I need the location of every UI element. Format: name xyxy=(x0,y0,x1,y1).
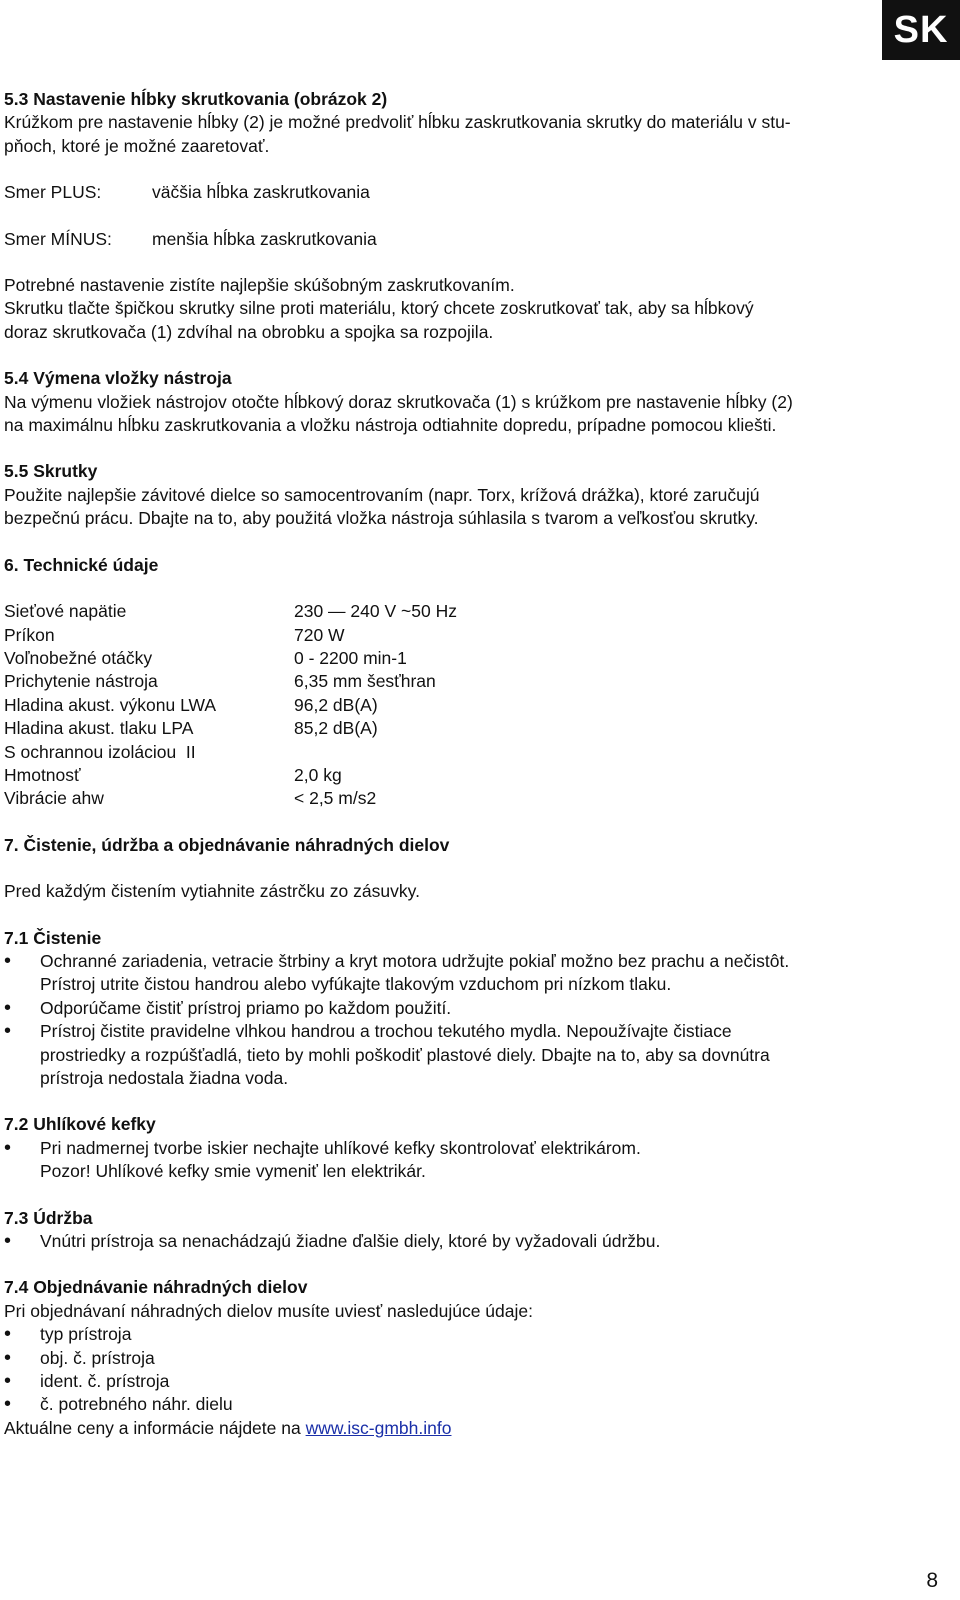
spec-value: 0 - 2200 min-1 xyxy=(294,647,407,668)
list-item xyxy=(4,1230,934,1253)
section-heading: 5.4 Výmena vložky nástroja xyxy=(4,368,232,389)
direction-plus xyxy=(4,181,934,204)
spec-value: 96,2 dB(A) xyxy=(294,694,378,715)
paragraph-line: Krúžkom pre nastavenie hĺbky (2) je možné predvoliť hĺbku zaskrutkovania skrutky do materiálu v stu- xyxy=(4,112,791,133)
list-item xyxy=(4,1020,934,1090)
paragraph-line: Pred každým čistením vytiahnite zástrčku zo zásuvky. xyxy=(4,881,420,902)
spec-row xyxy=(4,717,934,740)
list-item-line: prostriedky a rozpúšťadlá, tieto by mohli poškodiť plastové diely. Dbajte na to, aby sa dovnútra xyxy=(40,1044,770,1065)
paragraph-line: Potrebné nastavenie zistíte najlepšie skúšobným zaskrutkovaním. xyxy=(4,275,515,296)
list-item xyxy=(4,1370,934,1393)
paragraph-line: Pri objednávaní náhradných dielov musíte uviesť nasledujúce údaje: xyxy=(4,1300,533,1321)
spec-row xyxy=(4,787,934,810)
spec-value: 85,2 dB(A) xyxy=(294,718,378,739)
subsection-heading: 7.1 Čistenie xyxy=(4,927,102,948)
section-6 xyxy=(4,554,934,811)
list-item-line: prístroja nedostala žiadna voda. xyxy=(40,1068,289,1088)
list-item xyxy=(4,1393,934,1416)
section-heading: 6. Technické údaje xyxy=(4,554,159,575)
website-link[interactable]: www.isc-gmbh.info xyxy=(305,1417,452,1438)
paragraph-line xyxy=(4,1417,934,1440)
spec-value: 6,35 mm šesťhran xyxy=(294,671,436,692)
list-item xyxy=(4,1323,934,1346)
spec-label: Sieťové napätie xyxy=(4,601,127,622)
section-5-5 xyxy=(4,460,934,530)
bullet-list xyxy=(4,1323,934,1417)
list-item-line: • Ochranné zariadenia, vetracie štrbiny a kryt motora udržujte pokiaľ možno bez prachu a nečistôt. xyxy=(40,950,790,971)
paragraph-line: na maximálnu hĺbku zaskrutkovania a vložku nástroja odtiahnite dopredu, prípadne pomocou kliešti. xyxy=(4,415,777,436)
spec-value: 230 — 240 V ~50 Hz xyxy=(294,601,457,622)
list-item xyxy=(4,997,934,1020)
spec-label: Hladina akust. výkonu LWA xyxy=(4,694,217,715)
paragraph-line: Použite najlepšie závitové dielce so samocentrovaním (napr. Torx, krížová drážka), ktoré zaručujú xyxy=(4,484,760,505)
spec-row xyxy=(4,670,934,693)
direction-minus xyxy=(4,228,934,251)
language-badge: SK xyxy=(882,0,960,60)
bullet-list xyxy=(4,1230,934,1253)
spec-label: Príkon xyxy=(4,624,55,645)
section-5-4 xyxy=(4,367,934,437)
list-item-line: • typ prístroja xyxy=(40,1324,132,1345)
paragraph-line: Skrutku tlačte špičkou skrutky silne proti materiálu, ktorý chcete zoskrutkovať tak, aby sa hĺbkový xyxy=(4,298,754,319)
list-item-line: • Prístroj čistite pravidelne vlhkou handrou a trochou tekutého mydla. Nepoužívajte čistiace xyxy=(40,1021,732,1042)
list-item-line: • č. potrebného náhr. dielu xyxy=(40,1394,233,1415)
subsection-heading: 7.2 Uhlíkové kefky xyxy=(4,1114,156,1135)
list-item-line: • Vnútri prístroja sa nenachádzajú žiadne ďalšie diely, ktoré by vyžadovali údržbu. xyxy=(40,1231,661,1252)
section-7 xyxy=(4,834,934,1441)
direction-value: väčšia hĺbka zaskrutkovania xyxy=(152,182,370,203)
list-item-line: • obj. č. prístroja xyxy=(40,1347,155,1368)
list-item-line: • Pri nadmernej tvorbe iskier nechajte uhlíkové kefky skontrolovať elektrikárom. xyxy=(40,1137,641,1158)
section-heading: 5.3 Nastavenie hĺbky skrutkovania (obrázok 2) xyxy=(4,89,388,109)
paragraph-line: pňoch, ktoré je možné zaaretovať. xyxy=(4,135,270,156)
list-item xyxy=(4,1137,934,1184)
spec-label: Hmotnosť xyxy=(4,764,81,785)
link-intro-text: Aktuálne ceny a informácie nájdete na xyxy=(4,1417,301,1438)
list-item-line: Prístroj utrite čistou handrou alebo vyfúkajte tlakovým vzduchom pri nízkom tlaku. xyxy=(40,974,672,995)
spec-label: Prichytenie nástroja xyxy=(4,671,158,692)
section-heading: 5.5 Skrutky xyxy=(4,461,98,482)
direction-value: menšia hĺbka zaskrutkovania xyxy=(152,228,377,249)
document-page xyxy=(4,88,934,1440)
list-item-line: • ident. č. prístroja xyxy=(40,1371,170,1392)
direction-label: Smer MÍNUS: xyxy=(4,228,112,249)
spec-row xyxy=(4,741,934,764)
spec-value: < 2,5 m/s2 xyxy=(294,788,377,809)
spec-label: Vibrácie ahw xyxy=(4,788,104,809)
paragraph-line: doraz skrutkovača (1) zdvíhal na obrobku a spojka sa rozpojila. xyxy=(4,321,494,342)
direction-label: Smer PLUS: xyxy=(4,182,102,203)
spec-row xyxy=(4,624,934,647)
spec-label: S ochrannou izoláciou II xyxy=(4,741,196,762)
bullet-list xyxy=(4,950,934,1090)
spec-label: Hladina akust. tlaku LPA xyxy=(4,718,194,739)
spec-row xyxy=(4,647,934,670)
subsection-heading: 7.3 Údržba xyxy=(4,1207,93,1228)
spec-row xyxy=(4,764,934,787)
list-item-line: Pozor! Uhlíkové kefky smie vymeniť len elektrikár. xyxy=(40,1161,426,1182)
spec-row xyxy=(4,694,934,717)
paragraph-line: Na výmenu vložiek nástrojov otočte hĺbkový doraz skrutkovača (1) s krúžkom pre nastavenie hĺbky (2) xyxy=(4,391,793,412)
section-heading: 7. Čistenie, údržba a objednávanie náhradných dielov xyxy=(4,834,450,855)
spec-value: 2,0 kg xyxy=(294,764,342,785)
list-item xyxy=(4,1347,934,1370)
spec-row xyxy=(4,600,934,623)
bullet-list xyxy=(4,1137,934,1184)
paragraph-line: bezpečnú prácu. Dbajte na to, aby použitá vložka nástroja súhlasila s tvarom a veľkosťou skrutky. xyxy=(4,508,759,529)
page-number: 8 xyxy=(926,1568,938,1592)
section-5-3 xyxy=(4,88,934,344)
subsection-heading: 7.4 Objednávanie náhradných dielov xyxy=(4,1277,308,1298)
list-item-line: • Odporúčame čistiť prístroj priamo po každom použití. xyxy=(40,997,452,1018)
spec-label: Voľnobežné otáčky xyxy=(4,647,153,668)
spec-table xyxy=(4,600,934,811)
spec-value: 720 W xyxy=(294,624,345,645)
list-item xyxy=(4,950,934,997)
